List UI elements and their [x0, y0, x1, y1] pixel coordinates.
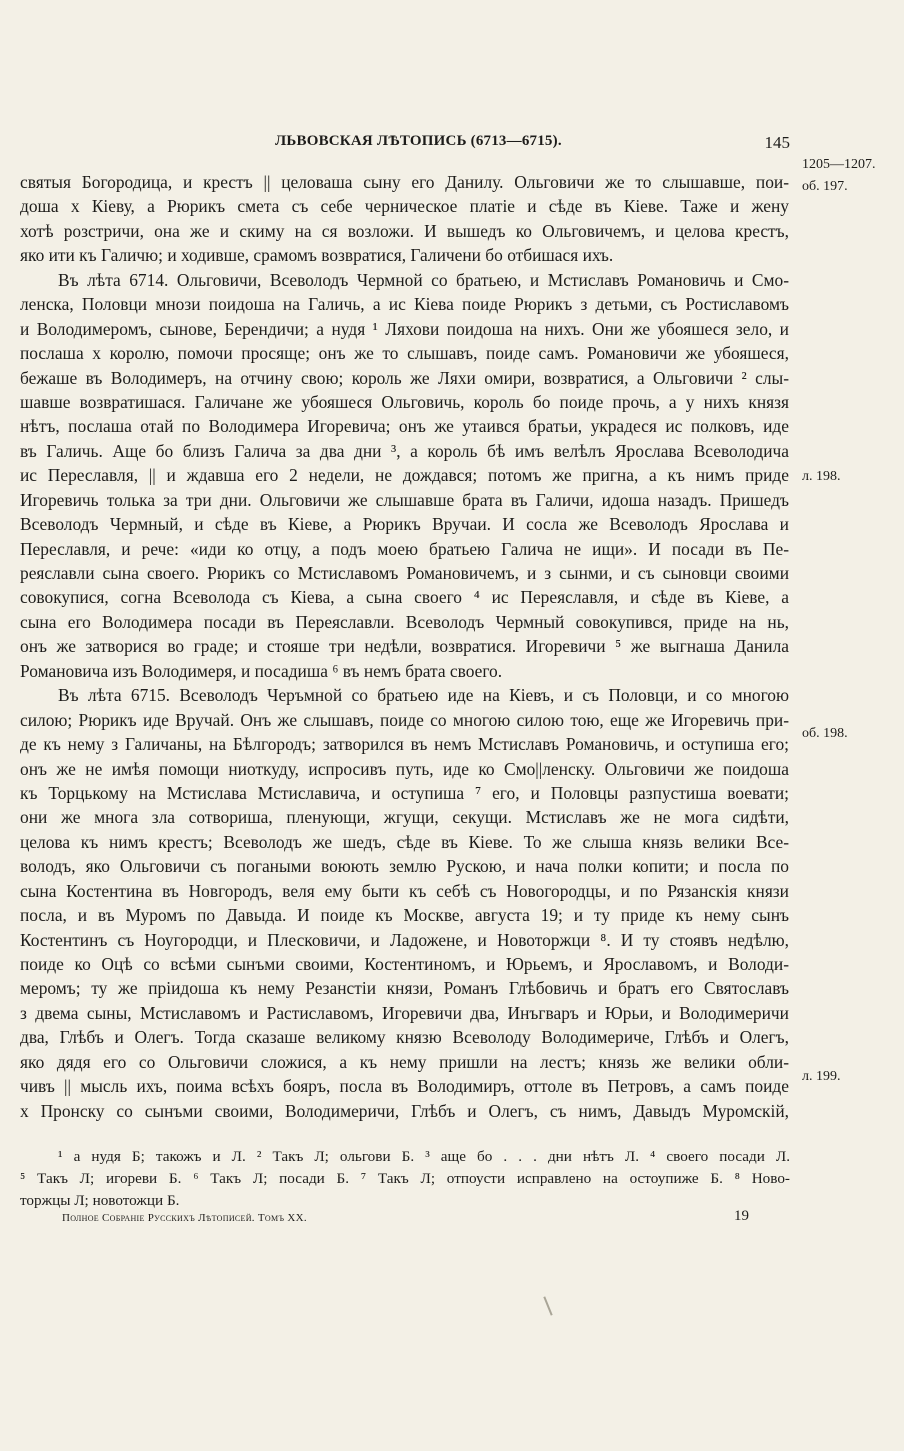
text-line: бежаше въ Володимеръ, на отчину свою; король же Ляхи омири, возвратися, а Ольговичи ² слы- [20, 367, 789, 388]
text-line: святыя Богородица, и крестъ || целоваша сыну его Данилу. Ольговичи же то слышавше, пои- [20, 172, 789, 192]
text-line: хотѣ розстричи, она же и скиму на ся возложи. И вышедъ ко Ольговичемъ, и целова крестъ, [20, 220, 789, 241]
text-line: де къ нему з Галичаны, на Бѣлгородъ; затворился въ немъ Мстиславъ Романовичь, и оступиша его; [20, 734, 789, 755]
text-line: къ Торцькому на Мстислава Мстиславича, и оступиша ⁷ его, и Половцы разпустиша воевати; [20, 782, 789, 803]
footnote-line: ¹ а нудя Б; такожъ и Л. ² Такъ Л; ольгови Б. ³ аще бо . . . дни нѣтъ Л. ⁴ своего посади Л. [58, 1148, 790, 1165]
text-line: з двема сыны, Мстиславомъ и Растиславомъ, Игоревичи два, Инъгваръ и Юрьи, и Володимеричи [20, 1002, 789, 1023]
margin-folio-note: л. 199. [802, 1069, 841, 1084]
text-line: поиде ко Оцѣ со всѣми сынъми своими, Костентиномъ, и Юрьемъ, и Ярославомъ, и Володи- [20, 954, 789, 974]
sheet-signature: 19 [734, 1208, 749, 1224]
text-line: нѣтъ, послаша отай по Володимера Игоревича; онъ же утаився братьи, украдеся ис полковъ, иде [20, 416, 789, 437]
text-line: х Пронску со сынъми своими, Володимеричи, Глѣбъ и Олегъ, съ нимъ, Давыдъ Муромскій, [20, 1100, 789, 1121]
footnote-line: ⁵ Такъ Л; игореви Б. ⁶ Такъ Л; посади Б. ⁷ Такъ Л; отпоусти исправлено на остоупиже Б. ⁸ Ново- [20, 1170, 790, 1187]
text-line: онъ же не имѣя помощи ниоткуду, испросивъ путь, иде ко Смо||ленску. Ольговичи же поидоша [20, 758, 789, 779]
text-line: Костентинъ съ Ноугородци, и Плесковичи, и Ладожене, и Новоторжци ⁸. И ту стоявъ недѣлю, [20, 929, 789, 950]
text-line: володъ, яко Ольговичи съ погаными воюють землю Рускою, и нача полки копити; и посла по [20, 856, 789, 877]
text-line: ис Переславля, || и ждавша его 2 недели, не дождався; потомъ же пригна, а къ нимъ приде [20, 465, 789, 486]
text-line: яко дядя его со Ольговичи сложися, а къ нему пришли на лестъ; князь же велики обли- [20, 1051, 789, 1072]
text-line: сына Костентина въ Новгородъ, веля ему быти къ себѣ съ Новогородцы, и по Рязанскія князи [20, 880, 789, 901]
colophon: Полное Собраніе Русскихъ Лѣтописей. Томъ XX. [62, 1212, 307, 1224]
text-line: они же многа зла сотвориша, пленующи, жгущи, секущи. Мстиславъ же не мога сидѣти, [20, 807, 789, 828]
text-line: послаша х королю, помочи просяще; онъ же то слышавъ, поиде самъ. Романовичи же убояшеся, [20, 343, 789, 364]
text-line: целова къ нимъ крестъ; Всеволодъ же шедъ, сѣде въ Кіеве. То же слыша князь велики Все- [20, 831, 789, 852]
margin-folio-note: об. 198. [802, 726, 848, 741]
margin-folio-note: л. 198. [802, 469, 841, 484]
margin-folio-note: об. 197. [802, 179, 848, 194]
text-line: Въ лѣта 6714. Ольговичи, Всеволодъ Чермной со братьею, и Мстиславъ Романовичь и Смо- [58, 269, 789, 290]
text-line: Въ лѣта 6715. Всеволодъ Черъмной со братьею иде на Кіевъ, и съ Половци, и со многою [58, 685, 789, 706]
page-number: 145 [764, 133, 790, 152]
text-line: въ Галичь. Аще бо близъ Галича за два дни ³, а король бѣ имъ велѣлъ Ярослава Всеволодича [20, 440, 789, 461]
text-line: шавше возвратишася. Галичане же убояшеся Ольговичь, король бо поиде прочь, а у нихъ князя [20, 391, 789, 412]
running-title: ЛЬВОВСКАЯ ЛѢТОПИСЬ (6713—6715). [275, 133, 562, 149]
text-line: яко ити къ Галичю; и ходивше, срамомъ возвратися, Галичени бо отбишася ихъ. [20, 245, 614, 266]
text-line: ленска, Половци мнози поидоша на Галичь, а ис Кіева поиде Рюрикъ з детьми, съ Ростиславомъ [20, 294, 789, 315]
text-line: посла, и въ Муромъ по Давыда. И поиде къ Москве, августа 19; и ту приде къ нему сынъ [20, 905, 789, 926]
text-line: онъ же затворися во граде; и стояше три недѣли, возвратися. Игоревичи ⁵ же выгнаша Данила [20, 636, 789, 657]
text-line: меромъ; ту же пріидоша къ нему Резанстіи князи, Романъ Глѣбовичь и братъ его Святославъ [20, 978, 789, 999]
text-line: силою; Рюрикъ иде Вручай. Онъ же слышавъ, поиде со многою силою тою, еще же Игоревичь при- [20, 709, 789, 730]
text-line: чивъ || мысль ихъ, поима всѣхъ бояръ, посла въ Володимиръ, оттоле въ Петровъ, а самъ поиде [20, 1076, 789, 1097]
running-header [20, 133, 790, 157]
text-line: Игоревичь толька за три дни. Ольговичи же слышавше брата въ Галичи, идоша назадъ. Пришедъ [20, 489, 789, 510]
text-line: Переславля, и рече: «иди ко отцу, а подъ моею братьею Галича не ищи». И посади въ Пе- [20, 538, 789, 559]
text-line: два, Глѣбъ и Олегъ. Тогда сказаше великому князю Всеволоду Володимериче, Глѣбъ и Олегъ, [20, 1027, 789, 1048]
text-line: доша х Кіеву, а Рюрикъ смета съ себе черническое платіе и сѣде въ Кіеве. Таже и жену [20, 196, 789, 217]
footnotes [20, 1146, 790, 1212]
text-line: Всеволодъ Чермный, и сѣде въ Кіеве, а Рюрикъ Вручаи. И сосла же Всеволодъ Ярослава и [20, 514, 789, 535]
text-line: сына его Володимера посади въ Переяславли. Всеволодъ Чермный совокупився, приде на нь, [20, 611, 789, 632]
pencil-mark [543, 1296, 552, 1315]
text-line: и Володимеромъ, сынове, Берендичи; а нудя ¹ Ляхови поидоша на нихъ. Они же убояшеся зело, и [20, 318, 789, 339]
margin-years: 1205—1207. [802, 157, 876, 172]
text-line: Романовича изъ Володимеря, и посадиша ⁶ въ немъ брата своего. [20, 660, 503, 681]
text-line: реяславли сына своего. Рюрикъ со Мстиславомъ Романовичемъ, и з сынми, и съ сыновци своими [20, 563, 789, 583]
chronicle-text [20, 170, 789, 1123]
footnote-line: торжцы Л; новотожци Б. [20, 1192, 180, 1209]
text-line: совокупися, согна Всеволода съ Кіева, а сына своего ⁴ ис Переяславля, и сѣде въ Кіеве, а [20, 587, 789, 608]
